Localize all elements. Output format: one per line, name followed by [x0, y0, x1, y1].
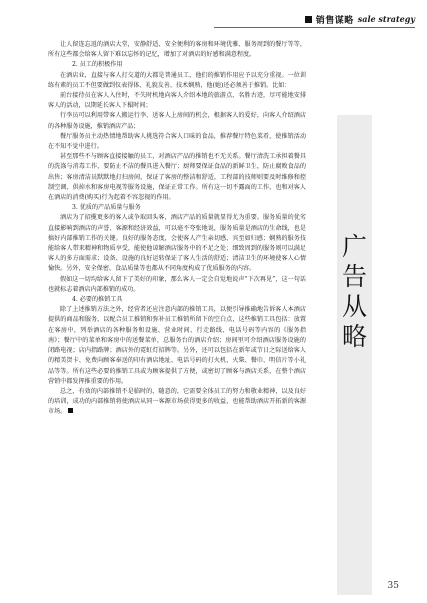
column-title-vertical — [342, 232, 367, 352]
paragraph-text: 酒店为了招揽更多的客人或争取回头客，酒店产品的质量就显得尤为重要。服务质量的优劣直接影响到酒店的声誉、客源和经济效益，可以毫不夸张地说，服务质量是酒店的生命线，也是搞好内部推销工作的关键。良好的服务态度，会使客人产生亲切感、宾至如归感；娴熟的服务技能给客人带来精神和物质享受，能使他谅解酒店服务中的不足之处；细致周到的服务则可以满足客人的多方面需求；设备、设施的良好运转保证了客人生活的舒适；清洁卫生的环境使客人心情愉快。另外，安全保密、食品质量等也都从不同角度构成了优质服务的内容。 — [48, 214, 306, 273]
body-paragraph — [48, 40, 306, 60]
end-mark-icon — [68, 408, 73, 413]
body-paragraph — [48, 71, 306, 91]
body-paragraph — [48, 213, 306, 274]
section-subtitle: sale strategy — [357, 14, 415, 24]
page-number: 35 — [387, 581, 399, 591]
paragraph-text: 甚至那些不与顾客直接接触的员工，对酒店产品的推销也不无关系。餐厅清洗工承担着餐具的洗涤与消毒工作，要防止不洁的餐具进入餐厅；厨师要保证食品的新鲜卫生，防止腐败食品的出售；客房清洁员默默地打扫房间，保证了客房的整洁和舒适，工程部的技师则要及时维修和控制空调、供掉水和客房电视等服务设施，保证正常工作。所有这一切不露面的工作，也和对客人在酒店的消费(购买)行为起着不容忽视的作用。 — [48, 153, 306, 202]
body-paragraph — [48, 152, 306, 203]
paragraph-text: 总之，有效的内部推销不是临时的、随意的，它需要全体员工的努力和敬业精神，以及良好的培训，成功的内部推销将使酒店从同一客源市场获得更多的收益，也能帮助酒店开拓新的客源市场。 — [48, 387, 306, 416]
paragraph-text: 行李员可以利用带客人搬运行李、送客人上房间的机会，根据客人的爱好，向客人介绍酒店的各种服务设施，推销酒店产品； — [48, 112, 306, 130]
page-header — [215, 12, 415, 26]
column-title-char: 告 — [341, 262, 367, 291]
body-paragraph — [48, 305, 306, 387]
column-title-char: 略 — [341, 322, 367, 351]
body-paragraph — [48, 275, 306, 295]
paragraph-text: 4. 必要的推销工具 — [72, 296, 123, 304]
paragraph-text: 在酒店业，直接与客人打交道的大都是普通员工，他们的推销作用应予以充分重视。一位训练有素的员工不但要做到仪表得体、礼貌友善、技术娴熟，他(她)还必须善于推销。比如： — [48, 71, 306, 89]
body-paragraph — [48, 111, 306, 131]
column-title-char: 广 — [341, 232, 367, 261]
paragraph-text: 2. 员工的积极作用 — [72, 61, 123, 69]
header-square-icon — [305, 16, 312, 23]
paragraph-text: 让人留连忘返的酒店大堂，安静舒适、安全便利的客房和环境优雅、服务周到的餐厅等等，所有这些都会给客人留下难以忘怀的记忆，增加了对酒店的好感和满意程度。 — [48, 41, 306, 59]
body-paragraph — [48, 132, 306, 152]
paragraph-text: 餐厅服务员主动热情地帮助客人挑选符合客人口味的食品，推荐餐厅特色菜肴，使推销活动在不知不觉中进行。 — [48, 132, 306, 151]
section-heading — [48, 60, 306, 70]
section-heading — [48, 203, 306, 213]
body-paragraph — [48, 91, 306, 111]
paragraph-text: 3. 优质的产品质量与服务 — [72, 204, 141, 212]
paragraph-text: 前台接待员在客人入住时，不失时机地向客人介绍本地的旅游点、名胜古迹，尽可能地安排客人的活动，以期延长客人下榻时间； — [48, 92, 306, 110]
column-sidebar — [337, 115, 372, 595]
header-rule — [214, 27, 415, 28]
section-heading — [48, 295, 306, 305]
paragraph-text: 除了上述推销方法之外，经营者还应注意内部的推销工具，以便引导推确地告诉客人本酒店提供的商品和服务，以配合员工推销和弥补员工推销所留下的空白点，这些推销工具包括：放置在客房中，列举酒店的各种服务和设施、营业时间、行走路线、电话号码等内容的《服务指南》；餐厅中的菜单和客房中的送餐菜单，总服务台的酒店介绍；房间里可介绍酒店服务设施的闭路电视；店内指路牌；酒店外的霓虹灯招牌等。另外，还可以包括在新年或节日之际送给客人的精美贺卡、免费向顾客奉送的印有酒店地址、电话号码的打火机、火柴、餐巾、明信片等小礼品等等。所有这些必要的推销工具或为顾客提供了方便，或密切了顾客与酒店关系，在整个酒店营销中都发挥推重要的作用。 — [48, 306, 306, 385]
paragraph-text: 假如这一切均给客人留下了美好的印象，那么客人一定会自觉地说声“下次再见”，这一句话也就标志着酒店内部推销的成功。 — [48, 275, 306, 293]
article-body — [48, 40, 306, 418]
section-title: 销售谋略 — [315, 15, 354, 26]
column-title-char: 从 — [341, 292, 367, 321]
body-paragraph — [48, 387, 306, 418]
